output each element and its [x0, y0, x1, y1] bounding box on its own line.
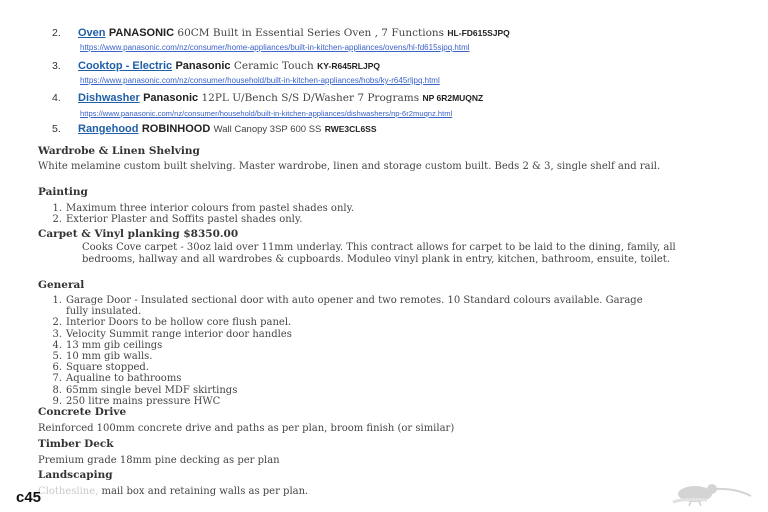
appliance-url-link[interactable]: https://www.panasonic.com/nz/consumer/home-appliances/built-in-kitchen-appliances/ovens/hl-fd615sjpq.html [80, 43, 470, 52]
list-item: 4. 13 mm gib ceilings [52, 339, 163, 351]
list-item: 1. Maximum three interior colours from pastel shades only. [52, 203, 355, 214]
appliance-model: NP 6R2MUQNZ [422, 93, 484, 103]
timber-text: Premium grade 18mm pine decking as per plan [38, 455, 280, 466]
appliance-brand: Panasonic [175, 60, 231, 72]
appliance-category-link[interactable]: Oven [78, 27, 106, 39]
appliance-description: Ceramic Touch [233, 60, 314, 72]
list-item: 9. 250 litre mains pressure HWC [52, 395, 221, 407]
section-heading-concrete: Concrete Drive [38, 406, 127, 418]
appliance-model: KY-R645RLJPQ [317, 61, 381, 71]
appliance-category-link[interactable]: Cooktop - Electric [78, 60, 173, 72]
appliance-description: 60CM Built in Essential Series Oven , 7 Functions [177, 27, 445, 39]
appliance-category-link[interactable]: Dishwasher [78, 92, 140, 104]
appliance-item-dishwasher [52, 91, 483, 105]
appliance-brand: PANASONIC [108, 27, 175, 39]
appliance-url-link[interactable]: https://www.panasonic.com/nz/consumer/household/built-in-kitchen-appliances/hobs/ky-r645rljpq.html [80, 76, 440, 85]
concrete-text: Reinforced 100mm concrete drive and paths as per plan, broom finish (or similar) [38, 423, 455, 434]
section-heading-painting: Painting [38, 186, 88, 198]
painting-list [40, 203, 720, 225]
appliance-item-cooktop [52, 59, 380, 73]
page-number: c45 [16, 489, 42, 506]
list-item: 5. 10 mm gib walls. [52, 351, 153, 363]
appliance-item-rangehood [52, 122, 377, 137]
appliance-model: HL-FD615SJPQ [447, 28, 510, 38]
list-item: 6. Square stopped. [52, 362, 150, 374]
list-item: 1. Garage Door - Insulated sectional door with auto opener and two remotes. 10 Standard colours available. Garage fully insulated. [52, 295, 643, 318]
list-number: 3. [52, 60, 61, 72]
list-number: 4. [52, 92, 61, 104]
general-list [40, 295, 660, 407]
appliance-description: 12PL U/Bench S/S D/Washer 7 Programs [201, 92, 420, 104]
wardrobe-text: White melamine custom built shelving. Master wardrobe, linen and storage custom built. Beds 2 & 3, single shelf and rail. [38, 161, 661, 172]
appliance-url-link[interactable]: https://www.panasonic.com/nz/consumer/household/built-in-kitchen-appliances/dishwashers/np-6r2muqnz.html [80, 109, 453, 118]
kiwi-bird-logo-icon [655, 480, 755, 506]
appliance-brand: Panasonic [143, 92, 199, 104]
section-heading-general: General [38, 279, 85, 291]
appliance-brand: ROBINHOOD [141, 123, 211, 135]
section-heading-carpet: Carpet & Vinyl planking $8350.00 [38, 228, 239, 240]
appliance-description: Wall Canopy 3SP 600 SS [213, 124, 322, 135]
list-item: 2. Exterior Plaster and Soffits pastel shades only. [52, 214, 303, 226]
list-number: 2. [52, 27, 61, 39]
list-item: 2. Interior Doors to be hollow core flush panel. [52, 317, 292, 329]
list-item: 7. Aqualine to bathrooms [52, 373, 182, 385]
section-heading-wardrobe: Wardrobe & Linen Shelving [38, 145, 200, 157]
section-heading-landscaping: Landscaping [38, 469, 113, 481]
appliance-category-link[interactable]: Rangehood [78, 123, 139, 135]
carpet-text: Cooks Cove carpet - 30oz laid over 11mm underlay. This contract allows for carpet to be laid to the dining, family, all bedrooms, hallway and all wardrobes & cupboards. Moduleo vinyl plank in entry, kitchen, bathroom, ensuite, toilet. [82, 242, 676, 265]
appliance-item-oven [52, 26, 510, 40]
appliance-model: RWE3CL6SS [324, 124, 377, 134]
list-item: 3. Velocity Summit range interior door handles [52, 328, 292, 340]
faded-text: Clothesline, [38, 486, 99, 497]
section-heading-timber: Timber Deck [38, 438, 114, 450]
list-number: 5. [52, 123, 61, 135]
landscaping-text: Clothesline, mail box and retaining walls as per plan. [38, 486, 309, 497]
list-item: 8. 65mm single bevel MDF skirtings [52, 384, 238, 396]
